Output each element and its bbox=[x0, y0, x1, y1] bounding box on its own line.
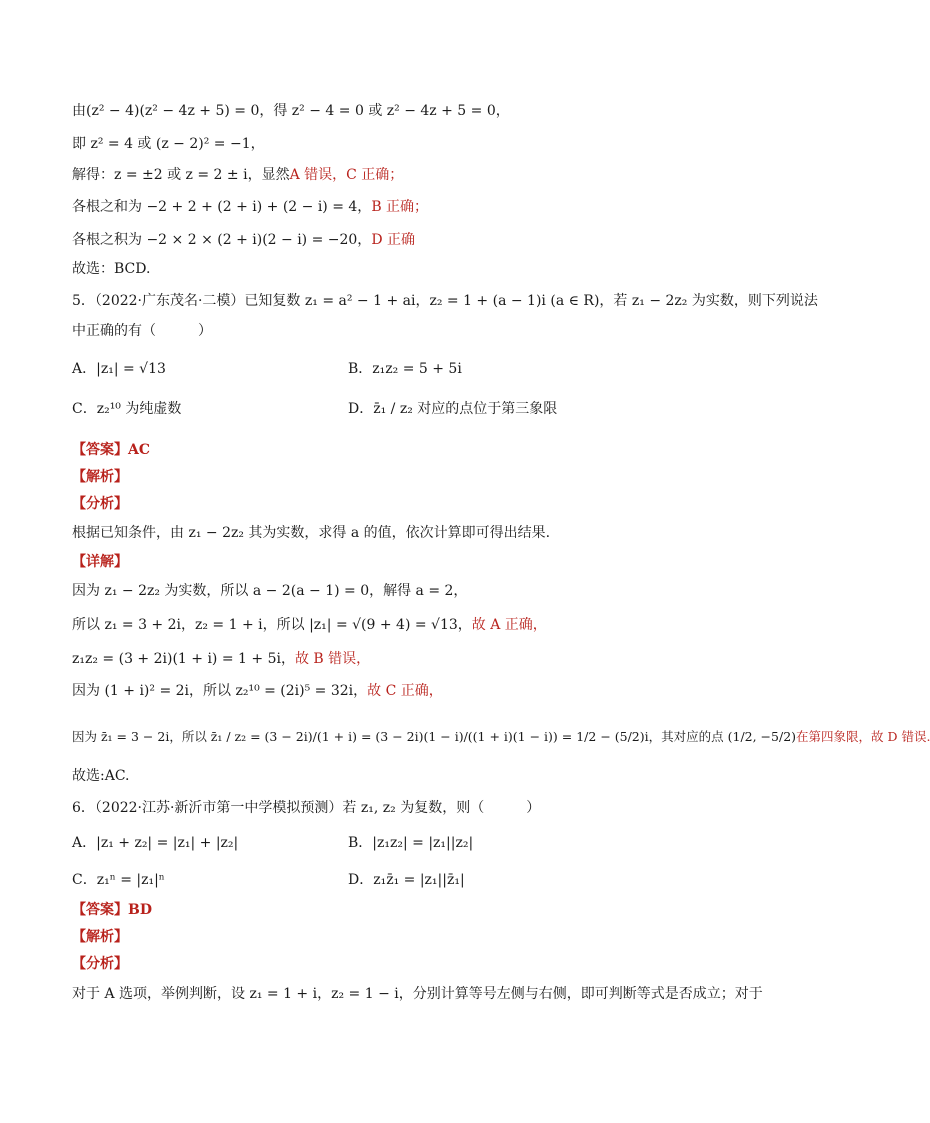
solution-line-4: 各根之和为 −2 + 2 + (2 + i) + (2 − i) = 4，B 正确； bbox=[72, 199, 429, 215]
q5-detail-3: z₁z₂ = (3 + 2i)(1 + i) = 1 + 5i，故 B 错误， bbox=[72, 651, 371, 667]
q6-answer: 【答案】BD bbox=[72, 902, 152, 918]
solution-line-2: 即 z² = 4 或 (z − 2)² = −1， bbox=[72, 136, 265, 152]
q5-option-c: C．z₂¹⁰ 为纯虚数 bbox=[72, 401, 182, 417]
solution-line-3: 解得：z = ±2 或 z = 2 ± i，显然A 错误，C 正确； bbox=[72, 167, 404, 183]
q6-option-d: D．z₁z̄₁ = |z₁||z̄₁| bbox=[348, 872, 465, 888]
q6-fenxi-text: 对于 A 选项，举例判断，设 z₁ = 1 + i，z₂ = 1 − i，分别计算等号左侧与右侧，即可判断等式是否成立；对于 bbox=[72, 986, 763, 1002]
q6-stem: 6．（2022·江苏·新沂市第一中学模拟预测）若 z₁, z₂ 为复数，则（ ） bbox=[72, 800, 541, 816]
q5-option-d: D．z̄₁ / z₂ 对应的点位于第三象限 bbox=[348, 401, 558, 417]
q6-jiexi-label: 【解析】 bbox=[72, 929, 128, 945]
q5-jiexi-label: 【解析】 bbox=[72, 469, 128, 485]
q5-stem-line-1: 5．（2022·广东茂名·二模）已知复数 z₁ = a² − 1 + ai，z₂ = 1 + (a − 1)i (a ∈ R)，若 z₁ − 2z₂ 为实数，则下列说法 bbox=[72, 293, 818, 309]
q5-stem-line-2: 中正确的有（ ） bbox=[72, 323, 212, 339]
q6-option-a: A．|z₁ + z₂| = |z₁| + |z₂| bbox=[72, 835, 239, 851]
final-answer-q4: 故选：BCD. bbox=[72, 261, 151, 277]
q6-fenxi-label: 【分析】 bbox=[72, 956, 128, 972]
q5-answer: 【答案】AC bbox=[72, 442, 151, 458]
q5-detail-2: 所以 z₁ = 3 + 2i，z₂ = 1 + i，所以 |z₁| = √(9 + 4) = √13，故 A 正确， bbox=[72, 617, 547, 633]
q5-option-a: A．|z₁| = √13 bbox=[72, 361, 166, 377]
q5-xiangjie-label: 【详解】 bbox=[72, 554, 128, 570]
q5-fenxi-text: 根据已知条件，由 z₁ − 2z₂ 其为实数，求得 a 的值，依次计算即可得出结果. bbox=[72, 525, 551, 541]
q5-final-answer: 故选:AC. bbox=[72, 768, 130, 784]
q5-fenxi-label: 【分析】 bbox=[72, 496, 128, 512]
q6-option-b: B．|z₁z₂| = |z₁||z₂| bbox=[348, 835, 474, 851]
solution-line-5: 各根之积为 −2 × 2 × (2 + i)(2 − i) = −20，D 正确 bbox=[72, 232, 415, 248]
q5-detail-4: 因为 (1 + i)² = 2i，所以 z₂¹⁰ = (2i)⁵ = 32i，故 C 正确， bbox=[72, 683, 443, 699]
q6-option-c: C．z₁ⁿ = |z₁|ⁿ bbox=[72, 872, 165, 888]
solution-line-1: 由(z² − 4)(z² − 4z + 5) = 0，得 z² − 4 = 0 或 z² − 4z + 5 = 0， bbox=[72, 103, 510, 119]
q5-detail-5: 因为 z̄₁ = 3 − 2i，所以 z̄₁ / z₂ = (3 − 2i)/(1 + i) = (3 − 2i)(1 − i)/((1 + i)(1 − i)) = 1/2 − (5/2)i，其对应的点 (1/2, −5/2)在第四象限，故 D 错误. bbox=[72, 729, 930, 744]
q5-detail-1: 因为 z₁ − 2z₂ 为实数，所以 a − 2(a − 1) = 0，解得 a = 2， bbox=[72, 583, 468, 599]
q5-option-b: B．z₁z₂ = 5 + 5i bbox=[348, 361, 462, 377]
